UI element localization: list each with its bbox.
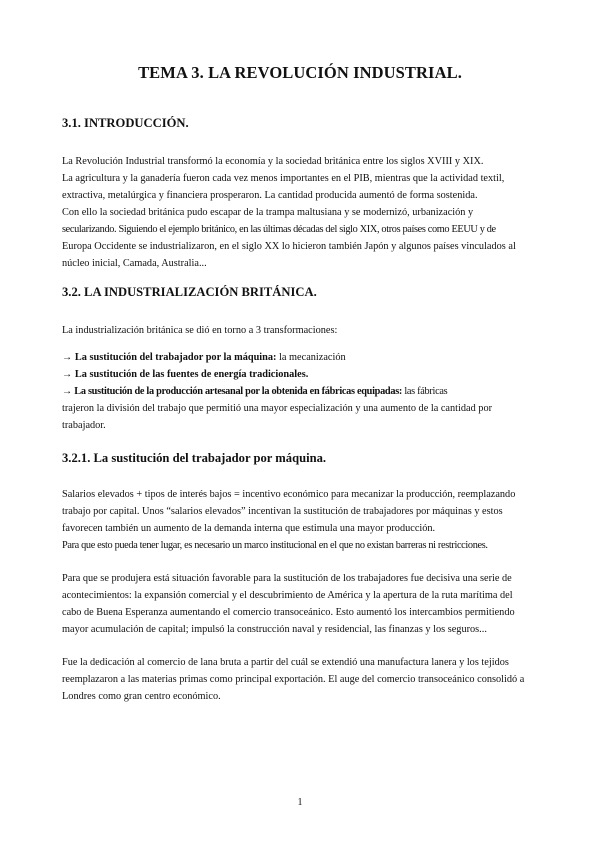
list-item bbox=[62, 349, 542, 366]
list-item-rest: las fábricas bbox=[402, 386, 448, 397]
text-line: Londres como gran centro económico. bbox=[62, 691, 221, 702]
paragraph-salarios bbox=[62, 486, 542, 554]
intro-paragraph bbox=[62, 153, 542, 272]
list-item bbox=[62, 383, 542, 400]
text-line: cabo de Buena Esperanza aumentando el comercio transoceánico. Esto aumentó los intercambios permitiendo bbox=[62, 607, 515, 618]
page-number: 1 bbox=[297, 797, 303, 808]
arrow-icon: → bbox=[62, 352, 73, 363]
text-line: La agricultura y la ganadería fueron cada vez menos importantes en el PIB, mientras que la actividad textil, bbox=[62, 173, 505, 184]
list-item-strong: La sustitución del trabajador por la máquina: bbox=[74, 352, 277, 363]
document-title: TEMA 3. LA REVOLUCIÓN INDUSTRIAL. bbox=[138, 63, 462, 82]
text-line: Fue la dedicación al comercio de lana bruta a partir del cuál se extendió una manufactura lanera y los tejidos bbox=[62, 657, 509, 668]
text-line: extractiva, metalúrgica y financiera prosperaron. La cantidad producida aumentó de forma sostenida. bbox=[62, 190, 478, 201]
arrow-icon: → bbox=[62, 369, 73, 380]
text-line: trabajo por capital. Unos “salarios elevados” incentivan la sustitución de trabajadores por máquinas y estos bbox=[62, 506, 503, 517]
subsection-heading-sustitucion: 3.2.1. La sustitución del trabajador por máquina. bbox=[62, 451, 327, 465]
list-item-rest: la mecanización bbox=[276, 352, 346, 363]
text-line: acontecimientos: la expansión comercial y el descubrimiento de América y la apertura de la ruta marítima del bbox=[62, 590, 513, 601]
text-line: Salarios elevados + tipos de interés bajos = incentivo económico para mecanizar la producción, reemplazando bbox=[62, 489, 516, 500]
text-line: Europa Occidente se industrializaron, en el siglo XX lo hicieron también Japón y algunos países vinculados al bbox=[62, 241, 516, 252]
list-item bbox=[62, 366, 542, 383]
text-line: secularizando. Siguiendo el ejemplo británico, en las últimas décadas del siglo XIX, otros países como EEUU y de bbox=[62, 224, 496, 235]
section-heading-industrializacion: 3.2. LA INDUSTRIALIZACIÓN BRITÁNICA. bbox=[62, 285, 317, 299]
paragraph-lana bbox=[62, 654, 542, 705]
list-item-strong: La sustitución de la producción artesanal por la obtenida en fábricas equipadas: bbox=[74, 386, 403, 397]
text-line: reemplazaron a las materias primas como principal exportación. El auge del comercio transoceánico consolidó a bbox=[62, 674, 525, 685]
industrialization-intro: La industrialización británica se dió en torno a 3 transformaciones: bbox=[62, 325, 338, 336]
text-line: trabajador. bbox=[62, 420, 106, 431]
text-line: núcleo inicial, Camada, Australia... bbox=[62, 258, 207, 269]
text-line: Para que esto pueda tener lugar, es necesario un marco institucional en el que no existan barreras ni restricciones. bbox=[62, 540, 488, 551]
text-line: favorecen también un aumento de la demanda interna que estimula una mayor producción. bbox=[62, 523, 436, 534]
paragraph-acontecimientos bbox=[62, 570, 542, 638]
text-line: trajeron la división del trabajo que permitió una mayor especialización y una aumento de la cantidad por bbox=[62, 403, 493, 414]
list-item-strong: La sustitución de las fuentes de energía tradicionales. bbox=[74, 369, 309, 380]
text-line: La Revolución Industrial transformó la economía y la sociedad británica entre los siglos XVIII y XIX. bbox=[62, 156, 484, 167]
text-line: mayor acumulación de capital; impulsó la construcción naval y residencial, las finanzas y los seguros... bbox=[62, 624, 487, 635]
arrow-icon: → bbox=[62, 386, 72, 397]
transformations-list bbox=[62, 349, 542, 434]
text-line: Con ello la sociedad británica pudo escapar de la trampa maltusiana y se modernizó, urbanización y bbox=[62, 207, 474, 218]
text-line: Para que se produjera está situación favorable para la sustitución de los trabajadores fue decisiva una serie de bbox=[62, 573, 512, 584]
section-heading-introduccion: 3.1. INTRODUCCIÓN. bbox=[62, 116, 189, 130]
